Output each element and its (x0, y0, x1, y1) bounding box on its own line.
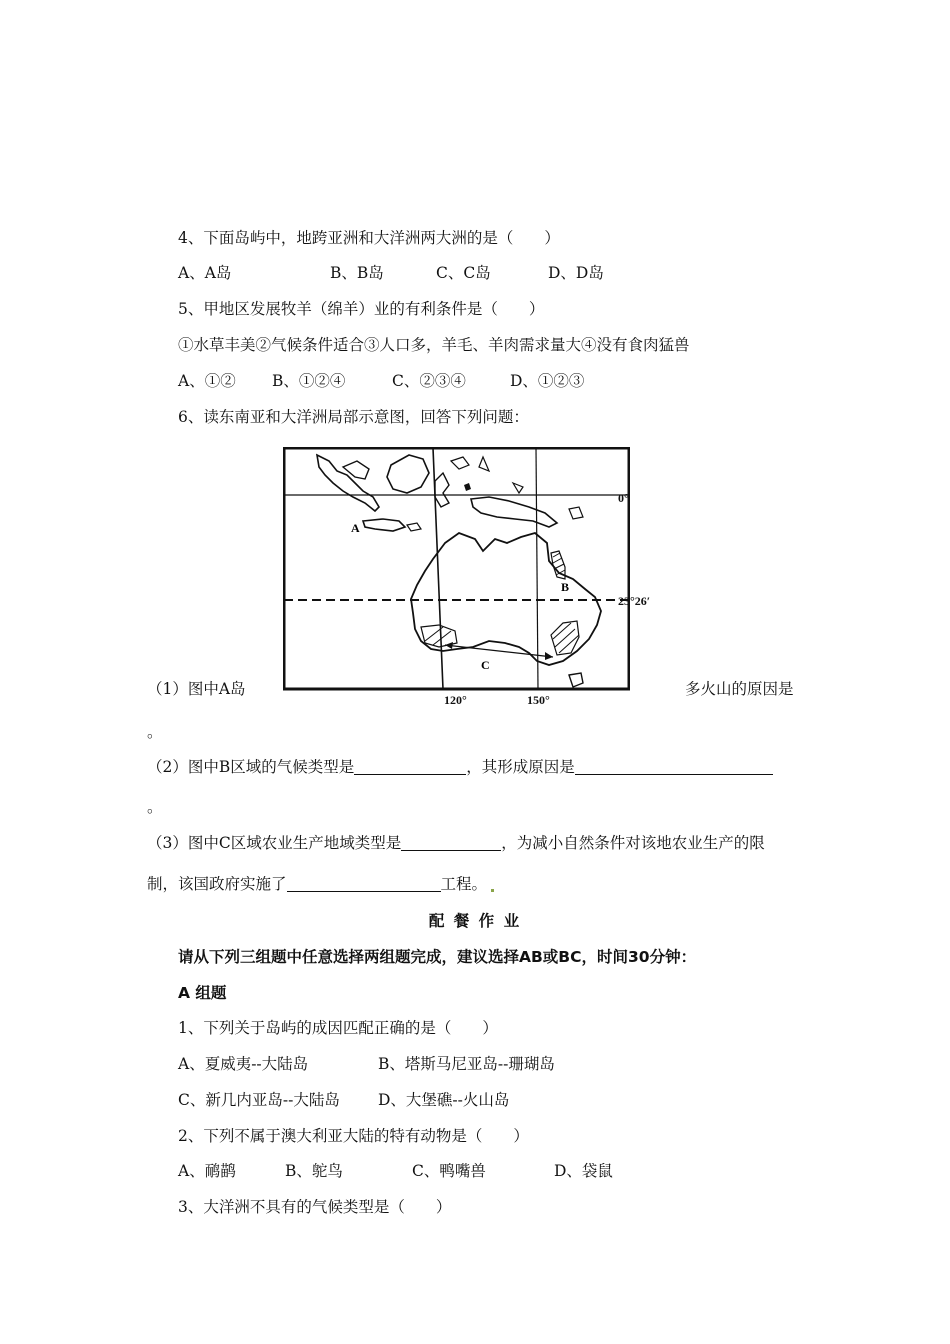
a2-option-c: C、鸭嘴兽 (412, 1162, 486, 1180)
q5-option-c: C、②③④ (392, 372, 466, 390)
new-guinea-outline (471, 497, 557, 527)
q4-option-d: D、D岛 (548, 264, 604, 282)
meridian-150 (536, 448, 538, 689)
q5-option-b: B、①②④ (272, 372, 346, 390)
q4-option-a: A、A岛 (178, 264, 232, 282)
sumatra-outline (317, 455, 379, 511)
group-a-heading: A 组题 (178, 984, 227, 1002)
q5-option-d: D、①②③ (510, 372, 585, 390)
q6-sub3-c: 制，该国政府实施了 (147, 875, 287, 893)
q4-option-c: C、C岛 (436, 264, 491, 282)
a1-option-d: D、大堡礁--火山岛 (378, 1091, 510, 1109)
q5-conditions: ①水草丰美②气候条件适合③人口多，羊毛、羊肉需求量大④没有食肉猛兽 (178, 336, 690, 354)
q6-sub1-left: （1）图中A岛 (147, 680, 246, 698)
a1-option-c: C、新几内亚岛--大陆岛 (178, 1091, 340, 1109)
southeast-asia-oceania-map (283, 447, 630, 709)
sulawesi-outline (435, 473, 449, 507)
label-lon-120: 120° (444, 693, 467, 707)
a2-stem: 2、下列不属于澳大利亚大陆的特有动物是（ ） (178, 1127, 529, 1145)
q6-sub3-line2 (147, 874, 495, 894)
answer-blank-b-climate[interactable] (354, 758, 466, 775)
a1-option-b: B、塔斯马尼亚岛--珊瑚岛 (378, 1055, 555, 1073)
a2-option-d: D、袋鼠 (554, 1162, 613, 1180)
q6-sub2 (147, 757, 773, 777)
q6-sub3-d: 工程。 (440, 875, 488, 893)
q6-sub1-end: 。 (147, 723, 163, 741)
borneo-outline (387, 455, 429, 493)
answer-blank-c-project[interactable] (287, 875, 441, 892)
label-c: C (481, 658, 490, 672)
q4-stem: 4、下面岛屿中，地跨亚洲和大洋洲两大洲的是（ ） (178, 229, 560, 247)
answer-blank-b-reason[interactable] (575, 758, 773, 775)
homework-title: 配 餐 作 业 (428, 912, 522, 930)
q6-sub2-b: ，其形成原因是 (466, 758, 575, 776)
homework-instruction: 请从下列三组题中任意选择两组题完成，建议选择AB或BC，时间30分钟： (178, 948, 697, 966)
a3-stem: 3、大洋洲不具有的气候类型是（ ） (178, 1198, 452, 1216)
a2-option-b: B、鸵鸟 (285, 1162, 343, 1180)
q4-option-b: B、B岛 (330, 264, 384, 282)
answer-blank-c-agriculture[interactable] (401, 834, 501, 851)
q6-sub3-line1 (147, 833, 765, 853)
label-equator: 0° (618, 491, 629, 505)
a1-stem: 1、下列关于岛屿的成因匹配正确的是（ ） (178, 1019, 498, 1037)
q6-stem: 6、读东南亚和大洋洲局部示意图，回答下列问题： (178, 408, 529, 426)
q6-sub2-end: 。 (147, 798, 163, 816)
region-southeast-hatched (551, 621, 579, 655)
label-b: B (561, 580, 570, 594)
label-lon-150: 150° (527, 693, 550, 707)
q6-sub3-b: ，为减小自然条件对该地农业生产的限 (501, 834, 765, 852)
label-a: A (351, 521, 360, 535)
q6-sub3-a: （3）图中C区域农业生产地域类型是 (147, 834, 402, 852)
q5-option-a: A、①② (178, 372, 236, 390)
tasmania-outline (569, 673, 583, 687)
island-a-outline (363, 519, 405, 531)
q6-sub1-right: 多火山的原因是 (685, 680, 794, 698)
a1-option-a: A、夏威夷--大陆岛 (178, 1055, 309, 1073)
label-tropic: 23°26′ (618, 594, 651, 608)
a2-option-a: A、鸸鹋 (178, 1162, 236, 1180)
decorative-dot (491, 889, 494, 892)
q6-sub2-a: （2）图中B区域的气候类型是 (147, 758, 355, 776)
q5-stem: 5、甲地区发展牧羊（绵羊）业的有利条件是（ ） (178, 300, 545, 318)
